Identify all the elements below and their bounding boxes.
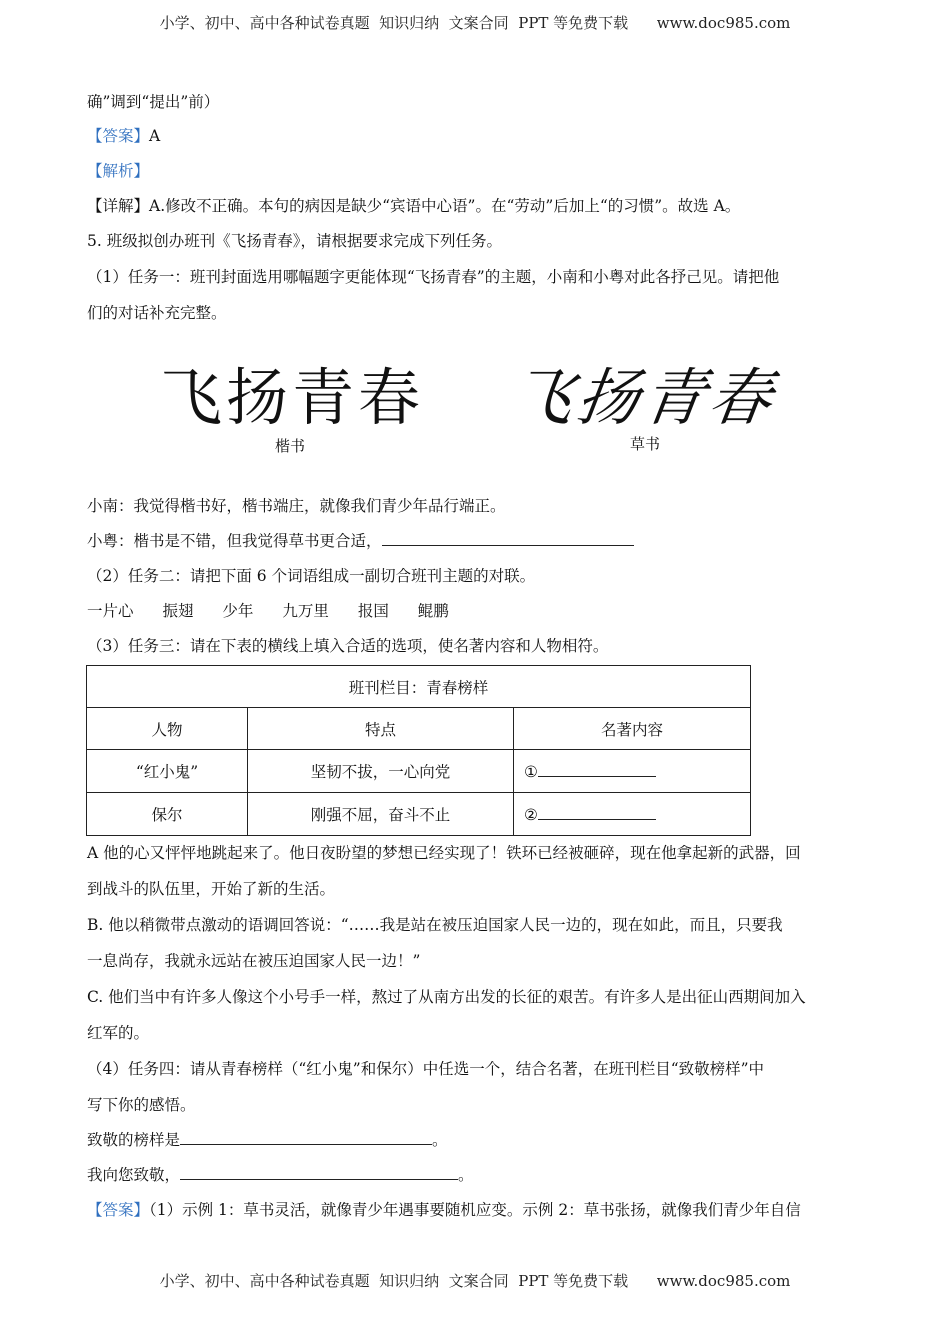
page-header: 小学、初中、高中各种试卷真题 知识归纳 文案合同 PPT 等免费下载 www.doc985.com <box>159 14 791 32</box>
task4-line2: 写下你的感悟。 <box>87 1096 196 1114</box>
calligraphy-caoshu: 飞扬青春 <box>506 361 781 434</box>
task1-line2: 们的对话补充完整。 <box>87 304 227 322</box>
answer-blank[interactable] <box>538 762 656 777</box>
table-cell: 坚韧不拔，一心向党 <box>248 750 514 793</box>
table-cell: “红小鬼” <box>87 750 248 793</box>
answer-value: A <box>149 127 161 145</box>
analysis-tag: 【解析】 <box>87 162 150 180</box>
table-header: 名著内容 <box>514 708 751 750</box>
task3-line: （3）任务三：请在下表的横线上填入合适的选项，使名著内容和人物相符。 <box>87 637 609 655</box>
option-a-line1: A 他的心又怦怦地跳起来了。他日夜盼望的梦想已经实现了！铁环已经被砸碎，现在他拿起新的武器，回 <box>87 844 801 862</box>
word-item: 鲲鹏 <box>417 602 449 620</box>
xiaonan-line: 小南：我觉得楷书好，楷书端庄，就像我们青少年品行端正。 <box>87 497 506 515</box>
detail-line: 【详解】A.修改不正确。本句的病因是缺少“宾语中心语”。在“劳动”后加上“的习惯”。故选 A。 <box>87 197 741 215</box>
calligraphy-kaishu: 飞扬青春 <box>160 361 425 434</box>
table-header: 人物 <box>87 708 248 750</box>
option-c-line1: C. 他们当中有许多人像这个小号手一样，熬过了从南方出发的长征的艰苦。有许多人是出征山西期间加入 <box>87 988 806 1006</box>
table-cell: 保尔 <box>87 793 248 836</box>
zhijing-line2: 我向您致敬， 。 <box>87 1166 474 1184</box>
xiaoyue-line: 小粤：楷书是不错，但我觉得草书更合适， <box>87 531 863 551</box>
answer-blank[interactable] <box>538 805 656 820</box>
answer-line <box>87 126 863 146</box>
word-list <box>87 601 863 621</box>
caption-caoshu: 草书 <box>630 435 661 453</box>
answer-text: （1）示例 1：草书灵活，就像青少年遇事要随机应变。示例 2：草书张扬，就像我们青少年自信 <box>149 1201 801 1219</box>
task2-line: （2）任务二：请把下面 6 个词语组成一副切合班刊主题的对联。 <box>87 567 536 585</box>
column-table <box>86 665 751 836</box>
answer-tag: 【答案】 <box>87 1201 150 1219</box>
table-cell: ① <box>514 750 751 793</box>
task4-line1: （4）任务四：请从青春榜样（“红小鬼”和保尔）中任选一个，结合名著，在班刊栏目“致敬榜样”中 <box>87 1060 765 1078</box>
table-cell: 刚强不屈，奋斗不止 <box>248 793 514 836</box>
answer-blank[interactable] <box>382 531 634 546</box>
table-title: 班刊栏目：青春榜样 <box>87 666 751 708</box>
option-b-line2: 一息尚存，我就永远站在被压迫国家人民一边！” <box>87 952 421 970</box>
caption-kaishu: 楷书 <box>275 437 306 455</box>
answer-tag: 【答案】 <box>87 127 150 145</box>
answer-blank[interactable] <box>180 1130 432 1145</box>
table-cell: ② <box>514 793 751 836</box>
question-5: 5. 班级拟创办班刊《飞扬青春》，请根据要求完成下列任务。 <box>87 232 502 250</box>
word-item: 报国 <box>357 602 389 620</box>
answer2-line <box>87 1200 863 1220</box>
word-item: 一片心 <box>87 602 134 620</box>
word-item: 振翅 <box>162 602 194 620</box>
table-row <box>87 750 751 793</box>
page-footer: 小学、初中、高中各种试卷真题 知识归纳 文案合同 PPT 等免费下载 www.doc985.com <box>159 1272 791 1290</box>
task1-line1: （1）任务一：班刊封面选用哪幅题字更能体现“飞扬青春”的主题，小南和小粤对此各抒己见。请把他 <box>87 268 780 286</box>
table-header: 特点 <box>248 708 514 750</box>
text-line: 确”调到“提出”前） <box>87 93 220 111</box>
answer-blank[interactable] <box>180 1165 458 1180</box>
word-item: 九万里 <box>282 602 329 620</box>
table-row <box>87 793 751 836</box>
word-item: 少年 <box>222 602 254 620</box>
option-b-line1: B. 他以稍微带点激动的语调回答说：“……我是站在被压迫国家人民一边的，现在如此，而且，只要我 <box>87 916 783 934</box>
option-c-line2: 红军的。 <box>87 1024 150 1042</box>
zhijing-line1: 致敬的榜样是 。 <box>87 1131 448 1149</box>
option-a-line2: 到战斗的队伍里，开始了新的生活。 <box>87 880 336 898</box>
